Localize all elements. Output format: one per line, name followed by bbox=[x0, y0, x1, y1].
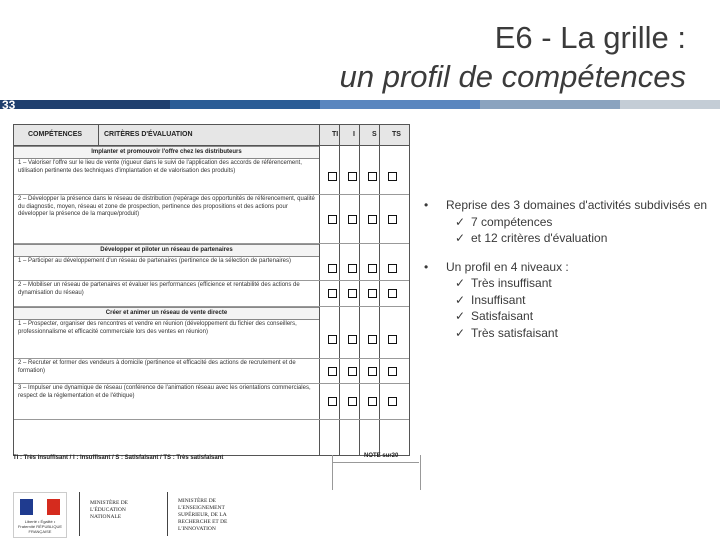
checked-sub-item bbox=[424, 230, 714, 247]
bullet-dot-icon: • bbox=[424, 259, 429, 274]
accent-bar-segment bbox=[620, 100, 720, 109]
checkmark-icon: ✓ bbox=[455, 276, 466, 290]
rating-checkbox[interactable] bbox=[348, 264, 357, 273]
sub-item-text: 7 compétences bbox=[471, 214, 553, 229]
rating-checkbox[interactable] bbox=[328, 264, 337, 273]
grid-row-text: 1 – Participer au développement d'un réseau de partenaires (pertinence de la sélection de partenaires) bbox=[18, 258, 291, 264]
grid-section-title: Créer et animer un réseau de vente directe bbox=[14, 307, 319, 320]
rating-checkbox[interactable] bbox=[348, 215, 357, 224]
title-line-1: E6 - La grille : bbox=[494, 20, 686, 55]
bullet-text: Un profil en 4 niveaux : bbox=[446, 259, 569, 274]
sub-item-text: Insuffisant bbox=[471, 292, 526, 307]
rating-checkbox[interactable] bbox=[388, 215, 397, 224]
bullet-item bbox=[424, 259, 714, 276]
accent-bar-segment bbox=[320, 100, 480, 109]
rating-checkbox[interactable] bbox=[328, 397, 337, 406]
grid-row bbox=[14, 383, 409, 420]
grid-row bbox=[14, 358, 409, 384]
rating-checkbox[interactable] bbox=[328, 172, 337, 181]
grid-row-text: 2 – Recruter et former des vendeurs à domicile (pertinence et efficacité des actions de recrutement et de formation) bbox=[18, 360, 296, 374]
men-text: MINISTÈRE DE L'ÉDUCATION NATIONALE bbox=[90, 500, 129, 520]
sub-item-text: Très insuffisant bbox=[471, 276, 552, 290]
rf-caption: Liberté • Égalité • Fraternité RÉPUBLIQUE FRANÇAISE bbox=[17, 519, 62, 534]
rating-checkbox[interactable] bbox=[328, 335, 337, 344]
grid-row bbox=[14, 280, 409, 307]
rating-checkbox[interactable] bbox=[388, 397, 397, 406]
grid-row-text: 2 – Mobiliser un réseau de partenaires et évaluer les performances (efficience et rentabilité des actions de dynamisation du réseau) bbox=[18, 282, 300, 296]
grid-section-title: Implanter et promouvoir l'offre chez les distributeurs bbox=[14, 146, 319, 159]
header-ts: TS bbox=[392, 131, 401, 138]
grid-row-text: 1 – Prospecter, organiser des rencontres et vendre en réunion (développement du fichier des conseillers, professionnalisme et efficacité commerciale lors des ventes en réunion) bbox=[18, 321, 297, 335]
rating-checkbox[interactable] bbox=[388, 264, 397, 273]
grid-row bbox=[14, 319, 409, 359]
rating-checkbox[interactable] bbox=[368, 172, 377, 181]
rating-checkbox[interactable] bbox=[348, 397, 357, 406]
rating-checkbox[interactable] bbox=[388, 289, 397, 298]
grid-row bbox=[14, 256, 409, 281]
slide-title bbox=[340, 18, 686, 96]
header-criteres: CRITÈRES D'ÉVALUATION bbox=[104, 131, 193, 138]
bullet-item bbox=[424, 197, 714, 214]
grid-section-title: Développer et piloter un réseau de partenaires bbox=[14, 244, 319, 257]
rating-checkbox[interactable] bbox=[368, 397, 377, 406]
accent-bar bbox=[0, 100, 720, 109]
accent-bar-segment bbox=[0, 100, 170, 109]
checkmark-icon: ✓ bbox=[455, 292, 466, 307]
grid-row bbox=[14, 194, 409, 244]
bullet-dot-icon: • bbox=[424, 198, 429, 212]
rating-checkbox[interactable] bbox=[348, 367, 357, 376]
french-flag-icon bbox=[20, 499, 60, 515]
rating-checkbox[interactable] bbox=[328, 215, 337, 224]
grid-row-text: 1 – Valoriser l'offre sur le lieu de vente (rigueur dans le suivi de l'application des accords de référencement, utilisation pertinente des techniques d'implantation et de valorisation des produits) bbox=[18, 160, 302, 174]
checkmark-icon: ✓ bbox=[455, 309, 466, 323]
grid-header bbox=[14, 125, 409, 146]
header-s: S bbox=[372, 131, 377, 138]
accent-bar-segment bbox=[170, 100, 320, 109]
evaluation-grid bbox=[13, 124, 410, 456]
republique-francaise-logo bbox=[13, 492, 67, 538]
bullet-list bbox=[424, 197, 714, 341]
checkmark-icon: ✓ bbox=[455, 231, 466, 245]
grid-column-line bbox=[98, 125, 99, 145]
rating-checkbox[interactable] bbox=[368, 215, 377, 224]
slide-number: 33 bbox=[2, 98, 16, 112]
mesr-text: MINISTÈRE DE L'ENSEIGNEMENT SUPÉRIEUR, DE LA RECHERCHE ET DE L'INNOVATION bbox=[178, 498, 228, 532]
grid-legend: TI : Très insuffisant / I : Insuffisant / S : Satisfaisant / TS : Très satisfaisant bbox=[13, 455, 224, 461]
checked-sub-item bbox=[424, 214, 714, 231]
sub-item-text: Très satisfaisant bbox=[471, 325, 558, 340]
header-ti: TI bbox=[332, 131, 339, 138]
checkmark-icon: ✓ bbox=[455, 325, 466, 340]
title-line-2: un profil de compétences bbox=[339, 59, 686, 94]
checked-sub-item bbox=[424, 292, 714, 309]
bullet-block bbox=[424, 259, 714, 342]
bullet-block bbox=[424, 197, 714, 247]
ministere-education-logo bbox=[79, 492, 150, 536]
note-label: NOTE sur20 bbox=[364, 453, 399, 459]
bullet-text: Reprise des 3 domaines d'activités subdivisés en bbox=[446, 198, 708, 212]
checked-sub-item bbox=[424, 308, 714, 325]
rating-checkbox[interactable] bbox=[348, 335, 357, 344]
accent-bar-segment bbox=[480, 100, 620, 109]
sub-item-text: et 12 critères d'évaluation bbox=[471, 231, 608, 245]
note-divider bbox=[332, 462, 419, 463]
checkmark-icon: ✓ bbox=[455, 214, 466, 229]
rating-checkbox[interactable] bbox=[388, 335, 397, 344]
rating-checkbox[interactable] bbox=[368, 335, 377, 344]
rating-checkbox[interactable] bbox=[328, 289, 337, 298]
sub-item-text: Satisfaisant bbox=[471, 309, 534, 323]
rating-checkbox[interactable] bbox=[348, 172, 357, 181]
grid-row-text: 2 – Développer la présence dans le réseau de distribution (repérage des opportunités de référencement, qualité du diagnostic, moyen, réseau et zone de prospection, pertinence des propositions et des actions pour développer la présence de la marque/produit) bbox=[18, 196, 315, 218]
ministere-enseignement-logo bbox=[167, 492, 243, 536]
grid-row bbox=[14, 158, 409, 195]
rating-checkbox[interactable] bbox=[388, 172, 397, 181]
header-competences: COMPÉTENCES bbox=[28, 131, 83, 138]
rating-checkbox[interactable] bbox=[348, 289, 357, 298]
rating-checkbox[interactable] bbox=[368, 367, 377, 376]
rating-checkbox[interactable] bbox=[328, 367, 337, 376]
checked-sub-item bbox=[424, 325, 714, 342]
grid-row-text: 3 – Impulser une dynamique de réseau (conférence de l'animation réseau avec les orientations commerciales, respect de la réglementation et de l'éthique) bbox=[18, 385, 311, 399]
rating-checkbox[interactable] bbox=[388, 367, 397, 376]
checked-sub-item bbox=[424, 275, 714, 292]
note-box bbox=[332, 455, 421, 490]
rating-checkbox[interactable] bbox=[368, 264, 377, 273]
header-i: I bbox=[353, 131, 355, 138]
rating-checkbox[interactable] bbox=[368, 289, 377, 298]
